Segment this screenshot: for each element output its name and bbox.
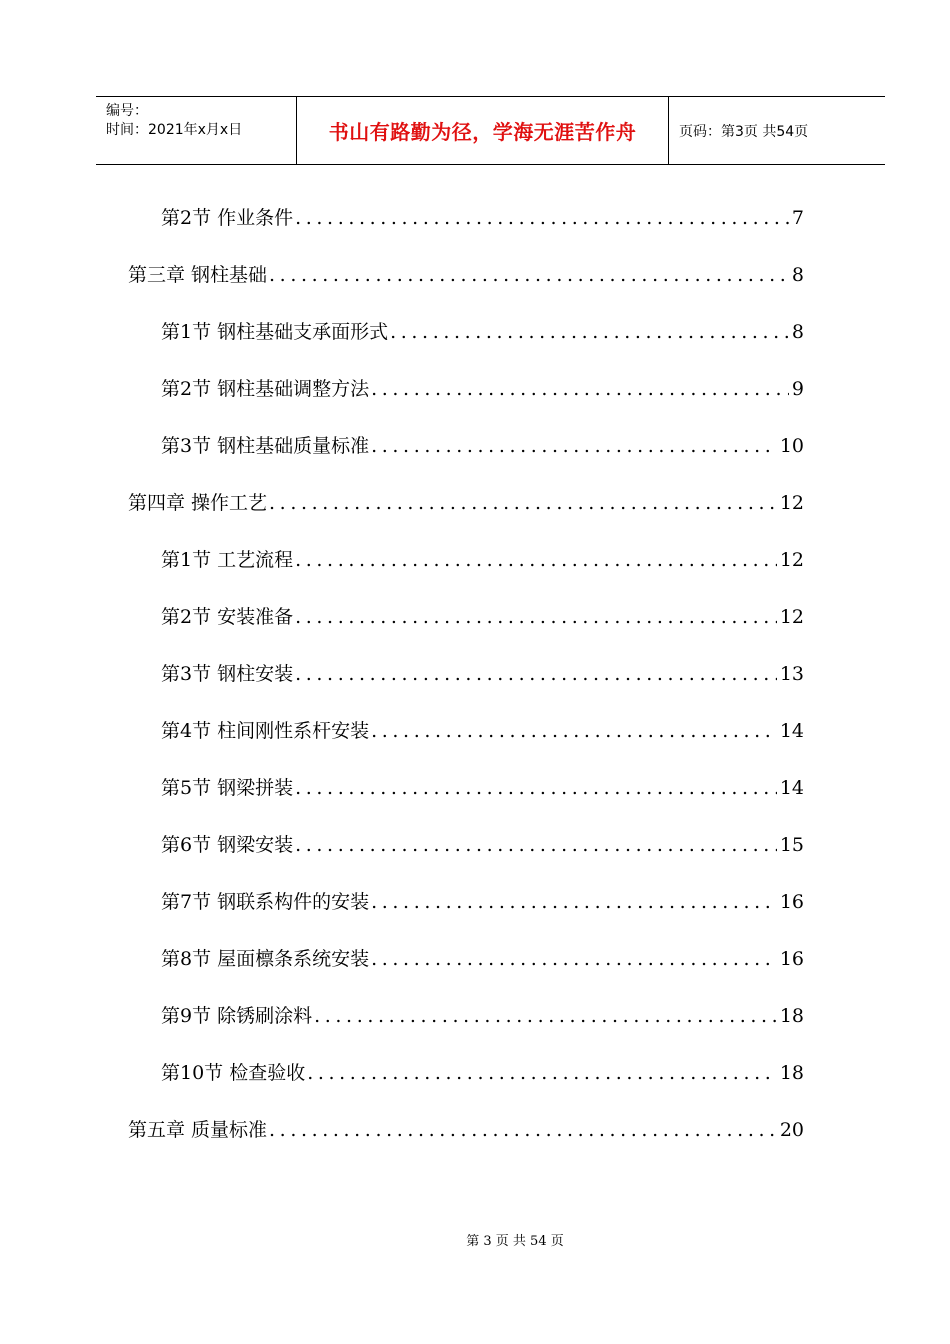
toc-chapter-entry[interactable]	[128, 1116, 804, 1144]
toc-entry-label: 第2节 安装准备	[161, 606, 294, 628]
toc-entry[interactable]	[161, 660, 804, 688]
toc-entry-page: 18	[779, 1005, 804, 1027]
toc-dot-leader	[371, 375, 789, 403]
toc-dot-leader	[295, 204, 789, 232]
toc-dot-leader	[269, 489, 777, 517]
toc-entry-label: 第四章 操作工艺	[128, 492, 268, 514]
toc-entry-page: 18	[779, 1062, 804, 1084]
toc-entry-label: 第10节 检查验收	[161, 1062, 306, 1084]
toc-entry-label: 第2节 钢柱基础调整方法	[161, 378, 370, 400]
document-header	[96, 96, 885, 165]
toc-dot-leader	[390, 318, 789, 346]
toc-dot-leader	[295, 660, 777, 688]
toc-entry-label: 第3节 钢柱安装	[161, 663, 294, 685]
page-footer: 第 3 页 共 54 页	[466, 1234, 564, 1249]
toc-entry-label: 第三章 钢柱基础	[128, 264, 268, 286]
toc-entry[interactable]	[161, 375, 804, 403]
toc-entry[interactable]	[161, 204, 804, 232]
header-page-cell	[669, 97, 885, 164]
toc-entry[interactable]	[161, 432, 804, 460]
toc-entry[interactable]	[161, 888, 804, 916]
toc-entry-label: 第9节 除锈刷涂料	[161, 1005, 313, 1027]
toc-entry[interactable]	[161, 774, 804, 802]
toc-entry-page: 15	[779, 834, 804, 856]
toc-entry[interactable]	[161, 945, 804, 973]
toc-entry-page: 16	[779, 948, 804, 970]
toc-entry-label: 第3节 钢柱基础质量标准	[161, 435, 370, 457]
toc-dot-leader	[295, 774, 777, 802]
toc-entry-page: 13	[779, 663, 804, 685]
toc-entry[interactable]	[161, 717, 804, 745]
header-motto-cell	[297, 97, 669, 164]
toc-dot-leader	[314, 1002, 777, 1030]
toc-entry[interactable]	[161, 1002, 804, 1030]
toc-dot-leader	[307, 1059, 777, 1087]
toc-entry[interactable]	[161, 603, 804, 631]
toc-entry-page: 16	[779, 891, 804, 913]
header-motto: 书山有路勤为径，学海无涯苦作舟	[328, 120, 637, 144]
toc-dot-leader	[295, 831, 777, 859]
toc-entry-page: 12	[779, 606, 804, 628]
toc-entry-label: 第2节 作业条件	[161, 207, 294, 229]
toc-entry-label: 第8节 屋面檩条系统安装	[161, 948, 370, 970]
toc-entry[interactable]	[161, 1059, 804, 1087]
document-number-label: 编号：	[106, 103, 148, 119]
toc-entry-page: 20	[779, 1119, 804, 1141]
toc-entry-label: 第5节 钢梁拼装	[161, 777, 294, 799]
toc-entry[interactable]	[161, 318, 804, 346]
toc-entry-label: 第五章 质量标准	[128, 1119, 268, 1141]
toc-entry-page: 7	[791, 207, 804, 229]
toc-entry-page: 14	[779, 720, 804, 742]
toc-entry-page: 9	[791, 378, 804, 400]
toc-entry-page: 8	[791, 264, 804, 286]
toc-entry-label: 第7节 钢联系构件的安装	[161, 891, 370, 913]
toc-dot-leader	[295, 603, 777, 631]
toc-chapter-entry[interactable]	[128, 261, 804, 289]
toc-dot-leader	[371, 888, 777, 916]
toc-dot-leader	[295, 546, 777, 574]
toc-chapter-entry[interactable]	[128, 489, 804, 517]
toc-entry-page: 10	[779, 435, 804, 457]
toc-entry-label: 第1节 钢柱基础支承面形式	[161, 321, 389, 343]
header-page-info: 页码：第3页 共54页	[679, 123, 809, 140]
toc-dot-leader	[269, 261, 789, 289]
toc-dot-leader	[269, 1116, 777, 1144]
toc-entry[interactable]	[161, 546, 804, 574]
toc-dot-leader	[371, 717, 777, 745]
toc-dot-leader	[371, 432, 777, 460]
toc-entry-page: 8	[791, 321, 804, 343]
document-time-label: 时间：2021年x月x日	[106, 122, 243, 138]
toc-entry-label: 第6节 钢梁安装	[161, 834, 294, 856]
toc-entry-label: 第4节 柱间刚性系杆安装	[161, 720, 370, 742]
header-meta-cell	[96, 97, 297, 164]
toc-entry-page: 12	[779, 492, 804, 514]
toc-dot-leader	[371, 945, 777, 973]
toc-entry-page: 14	[779, 777, 804, 799]
toc-entry-page: 12	[779, 549, 804, 571]
toc-entry-label: 第1节 工艺流程	[161, 549, 294, 571]
toc-entry[interactable]	[161, 831, 804, 859]
